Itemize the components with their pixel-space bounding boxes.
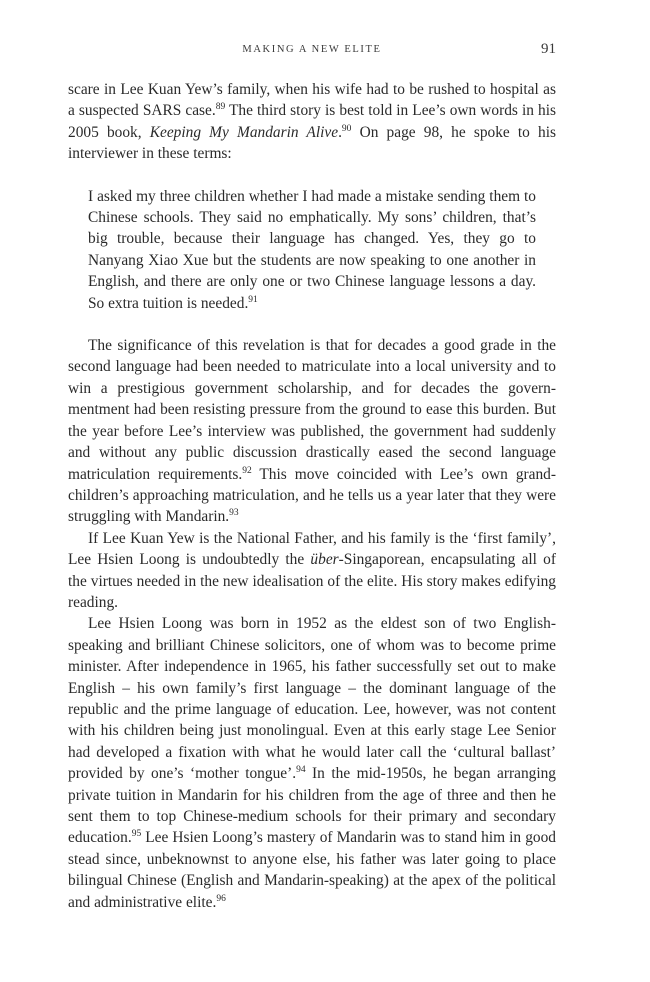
paragraph-text: In the mid-1950s, he began arranging private tuition in Mandarin for his children from the age of three and then he sent them to top Chinese-medium schools for their primary and secondary education.	[68, 765, 556, 847]
running-head: MAKING A NEW ELITE	[242, 44, 382, 55]
footnote-ref-96: 96	[216, 893, 226, 904]
block-quote	[88, 186, 536, 314]
paragraph-text: Lee Hsien Loong was born in 1952 as the eldest son of two English-speaking and brilliant Chinese solicitors, one of whom was to become prime minister. After independence in 1965, his father successfully set out to make English – his own family’s first language – the dominant language of the republic and the prime language of education. Lee, however, was not content with his children being just monolingual. Even at this early stage Lee Senior had developed a fixation with what he would later call the ‘cultural ballast’ provided by one’s ‘mother tongue’.	[68, 615, 556, 783]
paragraph-text: The third story is best told in Lee’s own words in his 2005 book,	[68, 102, 556, 141]
paragraph-text: .	[338, 123, 342, 141]
footnote-ref-95: 95	[131, 829, 142, 840]
footnote-ref-93: 93	[229, 508, 239, 519]
page-number: 91	[541, 41, 556, 57]
paragraph-text: If Lee Kuan Yew is the National Father, and his family is the ‘first family’, Lee Hsien Loong is undoubtedly the	[68, 529, 556, 569]
footnote-ref-92: 92	[242, 465, 252, 476]
body-text	[68, 79, 556, 913]
paragraph-text: On page 98, he spoke to his interviewer in these terms:	[68, 123, 556, 163]
footnote-ref-94: 94	[296, 765, 306, 776]
paragraph-text: This move coincided with Lee’s own grandchildren’s approaching matriculation, and he tells us a year later that they were struggling with Mandarin.	[68, 465, 556, 526]
footnote-ref-89: 89	[215, 102, 226, 113]
italic-word: über	[310, 551, 339, 569]
paragraph-text: -Singaporean, encapsulating all of the virtues needed in the new idealisation of the elite. His story makes edifying reading.	[68, 551, 556, 611]
paragraph-text: The significance of this revelation is that for decades a good grade in the second language had been needed to matriculate into a local university and to win a prestigious government scholarship, and for decades the governmentment had been resisting pressure from the ground to ease this burden. But the year before Lee’s interview was published, the government had suddenly and without any public discussion drastically eased the second language matriculation requirements.	[68, 337, 556, 483]
book-title: Keeping My Mandarin Alive	[149, 123, 339, 141]
footnote-ref-91: 91	[248, 294, 258, 305]
paragraph	[68, 613, 556, 913]
paragraph	[68, 528, 556, 614]
paragraph-text: scare in Lee Kuan Yew’s family, when his wife had to be rushed to hospital as a suspected SARS case.	[68, 81, 556, 120]
paragraph	[68, 335, 556, 528]
paragraph-text: Lee Hsien Loong’s mastery of Mandarin was to stand him in good stead since, unbeknownst to anyone else, his father was later going to place bilingual Chinese (English and Mandarin-speaking) at the apex of the political and administrative elite.	[68, 829, 556, 911]
paragraph-continuation	[68, 79, 556, 165]
footnote-ref-90: 90	[341, 123, 352, 134]
quote-text: I asked my three children whether I had made a mistake sending them to Chinese schools. They said no emphatically. My sons’ children, that’s big trouble, because their language has changed. Yes, they go to Nanyang Xiao Xue but the students are now speaking to one another in English, and there are only one or two Chinese language lessons a day. So extra tuition is needed.	[88, 187, 536, 312]
